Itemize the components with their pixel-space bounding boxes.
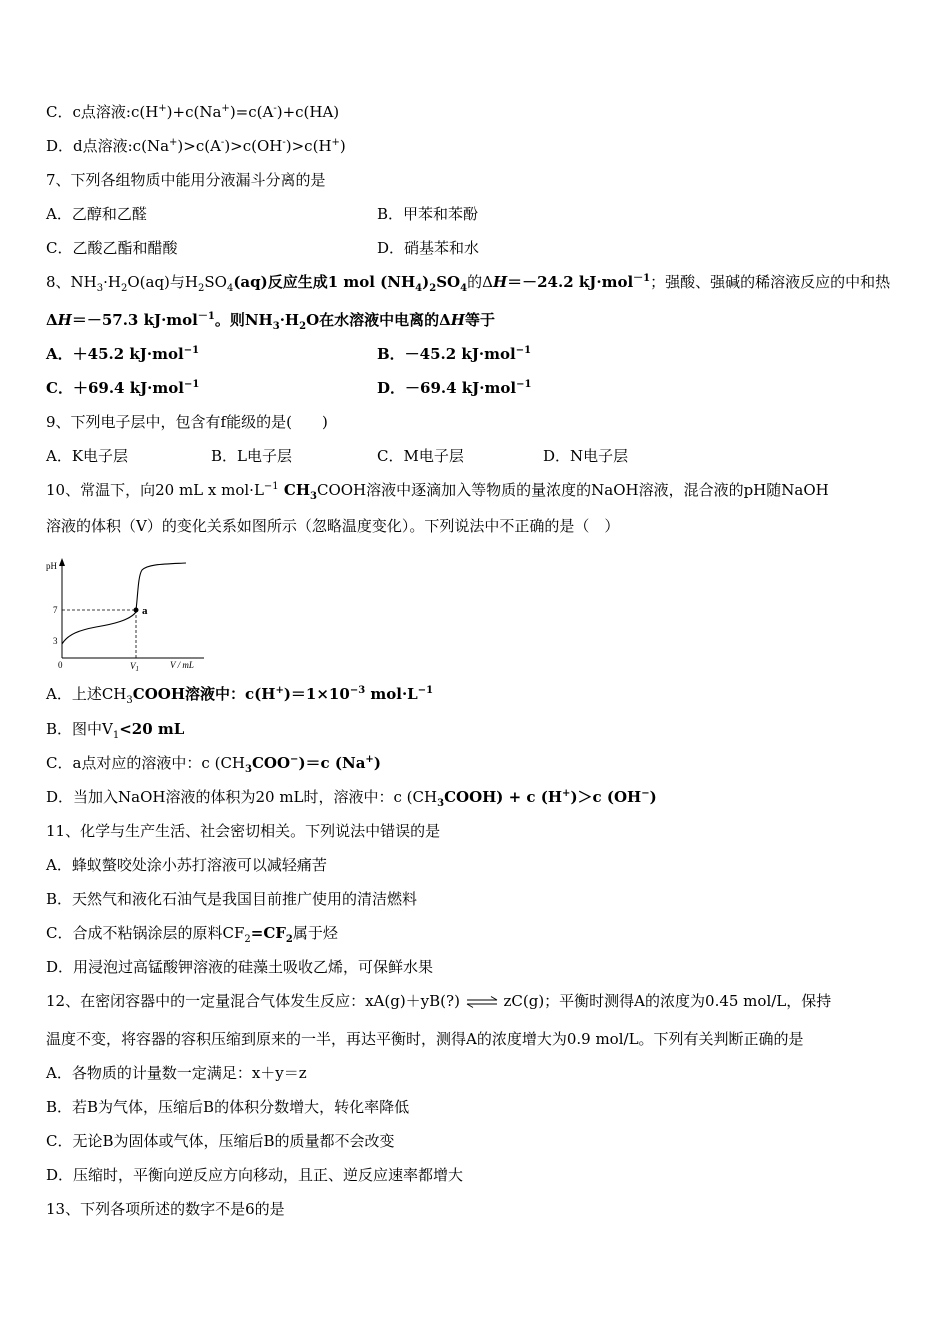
q8-stem-line2: ΔH＝－57.3 kJ·mol$^{-1}$。则$NH_3\cdot H_2O$在水溶液中电离的ΔH等于 [46, 311, 495, 332]
q7-option-b: B．甲苯和苯酚 [377, 205, 479, 223]
y-axis-arrow [59, 558, 65, 566]
q11-option-d: D．用浸泡过高锰酸钾溶液的硅藻土吸收乙烯，可保鲜水果 [46, 958, 434, 976]
q10-option-d: D．当加入NaOH溶液的体积为20 mL时，溶液中：c $(CH_3COOH) + c$ (H+)＞c (OH−) [46, 788, 657, 809]
q8-option-c: C．＋69.4 kJ·mol$^{-1}$ [46, 379, 200, 397]
q7-option-c: C．乙酸乙酯和醋酸 [46, 239, 178, 257]
q8-stem-line1: 8、$NH_3\cdot H_2O(aq)$与$H_2SO_4(aq)$反应生成1 mol $(NH_4)_2SO_4$的ΔH＝－24.2 kJ·mol$^{-1}$；强酸、强碱的稀溶液反应的中和热 [46, 273, 891, 294]
q11-option-a: A．蜂蚁螫咬处涂小苏打溶液可以减轻痛苦 [46, 856, 327, 874]
q7-option-a: A．乙醇和乙醛 [46, 205, 147, 223]
q12-option-d: D．压缩时，平衡向逆反应方向移动，且正、逆反应速率都增大 [46, 1166, 464, 1184]
q6-option-d: D．d点溶液:c(Na+)>c(A-)>c(OH-)>c(H+) [46, 137, 346, 155]
origin-label: 0 [58, 660, 63, 670]
titration-curve-graph [44, 554, 204, 672]
q8-option-d: D．－69.4 kJ·mol$^{-1}$ [377, 379, 532, 397]
q10-option-c: C．a点对应的溶液中：c $(CH_3COO^-)=c$ (Na+) [46, 754, 381, 775]
q9-stem: 9、下列电子层中，包含有f能级的是( ) [46, 413, 328, 431]
q9-option-c: C．M电子层 [377, 447, 464, 465]
q11-option-b: B．天然气和液化石油气是我国目前推广使用的清洁燃料 [46, 890, 418, 908]
equilibrium-arrow-icon [465, 996, 499, 1008]
q12-option-b: B．若B为气体，压缩后B的体积分数增大，转化率降低 [46, 1098, 410, 1116]
v1-label: $V_1$ [130, 661, 139, 672]
q9-option-d: D．N电子层 [543, 447, 629, 465]
titration-curve [62, 563, 186, 644]
point-a-label: a [142, 605, 148, 617]
x-axis-label: V / mL [170, 660, 194, 670]
q8-option-b: B．－45.2 kJ·mol$^{-1}$ [377, 345, 532, 363]
q12-stem-line2: 温度不变，将容器的容积压缩到原来的一半，再达平衡时，测得A的浓度增大为0.9 mol/L。下列有关判断正确的是 [46, 1030, 804, 1048]
tick-7: 7 [53, 605, 58, 615]
q7-stem: 7、下列各组物质中能用分液漏斗分离的是 [46, 171, 326, 189]
q7-option-d: D．硝基苯和水 [377, 239, 480, 257]
point-a [134, 608, 139, 613]
y-axis-label: pH [46, 561, 57, 571]
q10-stem-line2: 溶液的体积（V）的变化关系如图所示（忽略温度变化）。下列说法中不正确的是（ ） [46, 517, 620, 535]
q9-option-a: A．K电子层 [46, 447, 129, 465]
q12-option-c: C．无论B为固体或气体，压缩后B的质量都不会改变 [46, 1132, 395, 1150]
q11-stem: 11、化学与生产生活、社会密切相关。下列说法中错误的是 [46, 822, 441, 840]
q11-option-c: C．合成不粘锅涂层的原料$CF_2=CF_2$属于烃 [46, 924, 338, 945]
q12-stem-line1: 12、在密闭容器中的一定量混合气体发生反应：xA(g)＋yB(?) zC(g)；平衡时测得A的浓度为0.45 mol/L，保持 [46, 992, 832, 1010]
q8-option-a: A．＋45.2 kJ·mol$^{-1}$ [46, 345, 200, 363]
q10-stem-line1: 10、常温下，向20 mL x $mol\cdot L^{-1}$ $CH_3COOH$溶液中逐滴加入等物质的量浓度的NaOH溶液，混合液的pH随NaOH [46, 481, 829, 502]
q12-option-a: A．各物质的计量数一定满足：x＋y＝z [46, 1064, 307, 1082]
q10-option-a: A．上述$CH_3COOH$溶液中：$c(H^+)=1\times 10^{-3}$ $mol\cdot L^{-1}$ [46, 685, 434, 706]
tick-3: 3 [53, 636, 58, 646]
q9-option-b: B．L电子层 [211, 447, 292, 465]
q13-stem: 13、下列各项所述的数字不是6的是 [46, 1200, 285, 1218]
q10-option-b: B．图中$V_1<20$ mL [46, 720, 185, 741]
q6-option-c: C．c点溶液:c(H+)+c(Na+)=c(A-)+c(HA) [46, 103, 340, 121]
